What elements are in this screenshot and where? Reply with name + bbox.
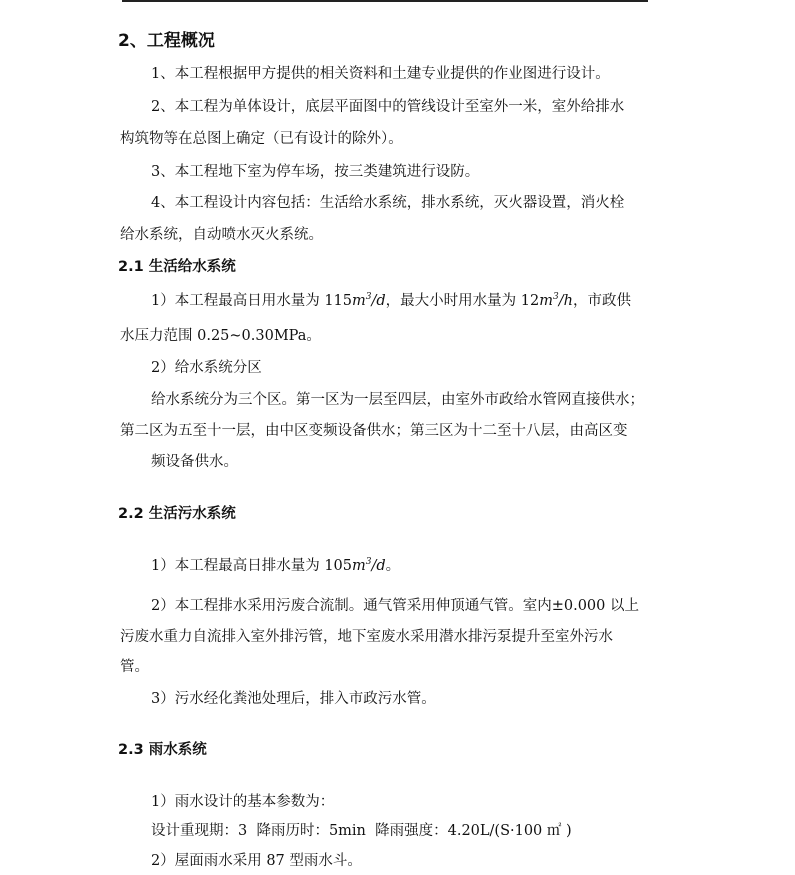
paragraph-line: 1）雨水设计的基本参数为： — [151, 794, 335, 810]
paragraph-line — [151, 556, 400, 576]
paragraph-line: 设计重现期：3 降雨历时：5min 降雨强度：4.20L/(S·100 ㎡ ) — [151, 823, 572, 839]
unit-rate: /d — [371, 293, 386, 309]
unit-exponent: 3 — [552, 292, 559, 302]
unit — [352, 558, 386, 574]
paragraph-line: 2）给水系统分区 — [151, 360, 262, 376]
section-title: 2、工程概况 — [118, 31, 215, 51]
unit-exponent: 3 — [365, 557, 372, 567]
paragraph-line: 水压力范围 0.25~0.30MPa。 — [120, 328, 321, 344]
paragraph-line: 3）污水经化粪池处理后，排入市政污水管。 — [151, 691, 436, 707]
unit-letter: m — [352, 558, 366, 574]
text-run: 。 — [385, 558, 401, 574]
paragraph-line: 频设备供水。 — [151, 454, 238, 470]
paragraph-line: 2）本工程排水采用污废合流制。通气管采用伸顶通气管。室内±0.000 以上 — [151, 598, 639, 614]
paragraph-line: 3、本工程地下室为停车场，按三类建筑进行设防。 — [151, 164, 480, 180]
paragraph-line: 给水系统，自动喷水灭火系统。 — [120, 227, 323, 243]
text-run: 1）本工程最高日用水量为 115 — [151, 293, 353, 309]
paragraph-line: 第二区为五至十一层，由中区变频设备供水；第三区为十二至十八层，由高区变 — [120, 423, 628, 439]
paragraph-line: 2、本工程为单体设计，底层平面图中的管线设计至室外一米，室外给排水 — [151, 99, 625, 115]
unit-letter: m — [539, 293, 553, 309]
paragraph-line: 1、本工程根据甲方提供的相关资料和土建专业提供的作业图进行设计。 — [151, 66, 610, 82]
unit-letter: m — [352, 293, 366, 309]
unit-exponent: 3 — [365, 292, 372, 302]
paragraph-line: 给水系统分为三个区。第一区为一层至四层，由室外市政给水管网直接供水； — [151, 392, 644, 408]
paragraph-line — [151, 291, 631, 311]
text-run: ，最大小时用水量为 12 — [385, 293, 540, 309]
top-rule — [122, 0, 648, 2]
unit-rate: /h — [558, 293, 573, 309]
unit — [539, 293, 573, 309]
paragraph-line: 4、本工程设计内容包括：生活给水系统，排水系统，灭火器设置，消火栓 — [151, 195, 625, 211]
paragraph-line: 2）屋面雨水采用 87 型雨水斗。 — [151, 853, 362, 869]
paragraph-line: 管。 — [120, 659, 149, 675]
text-run: 1）本工程最高日排水量为 105 — [151, 558, 353, 574]
paragraph-line: 污废水重力自流排入室外排污管，地下室废水采用潜水排污泵提升至室外污水 — [120, 629, 613, 645]
subsection-title: 2.2 生活污水系统 — [118, 506, 236, 522]
paragraph-line: 构筑物等在总图上确定（已有设计的除外）。 — [120, 131, 403, 147]
unit — [352, 293, 386, 309]
subsection-title: 2.1 生活给水系统 — [118, 259, 236, 275]
subsection-title: 2.3 雨水系统 — [118, 742, 207, 758]
text-run: ，市政供 — [572, 293, 631, 309]
unit-rate: /d — [371, 558, 386, 574]
